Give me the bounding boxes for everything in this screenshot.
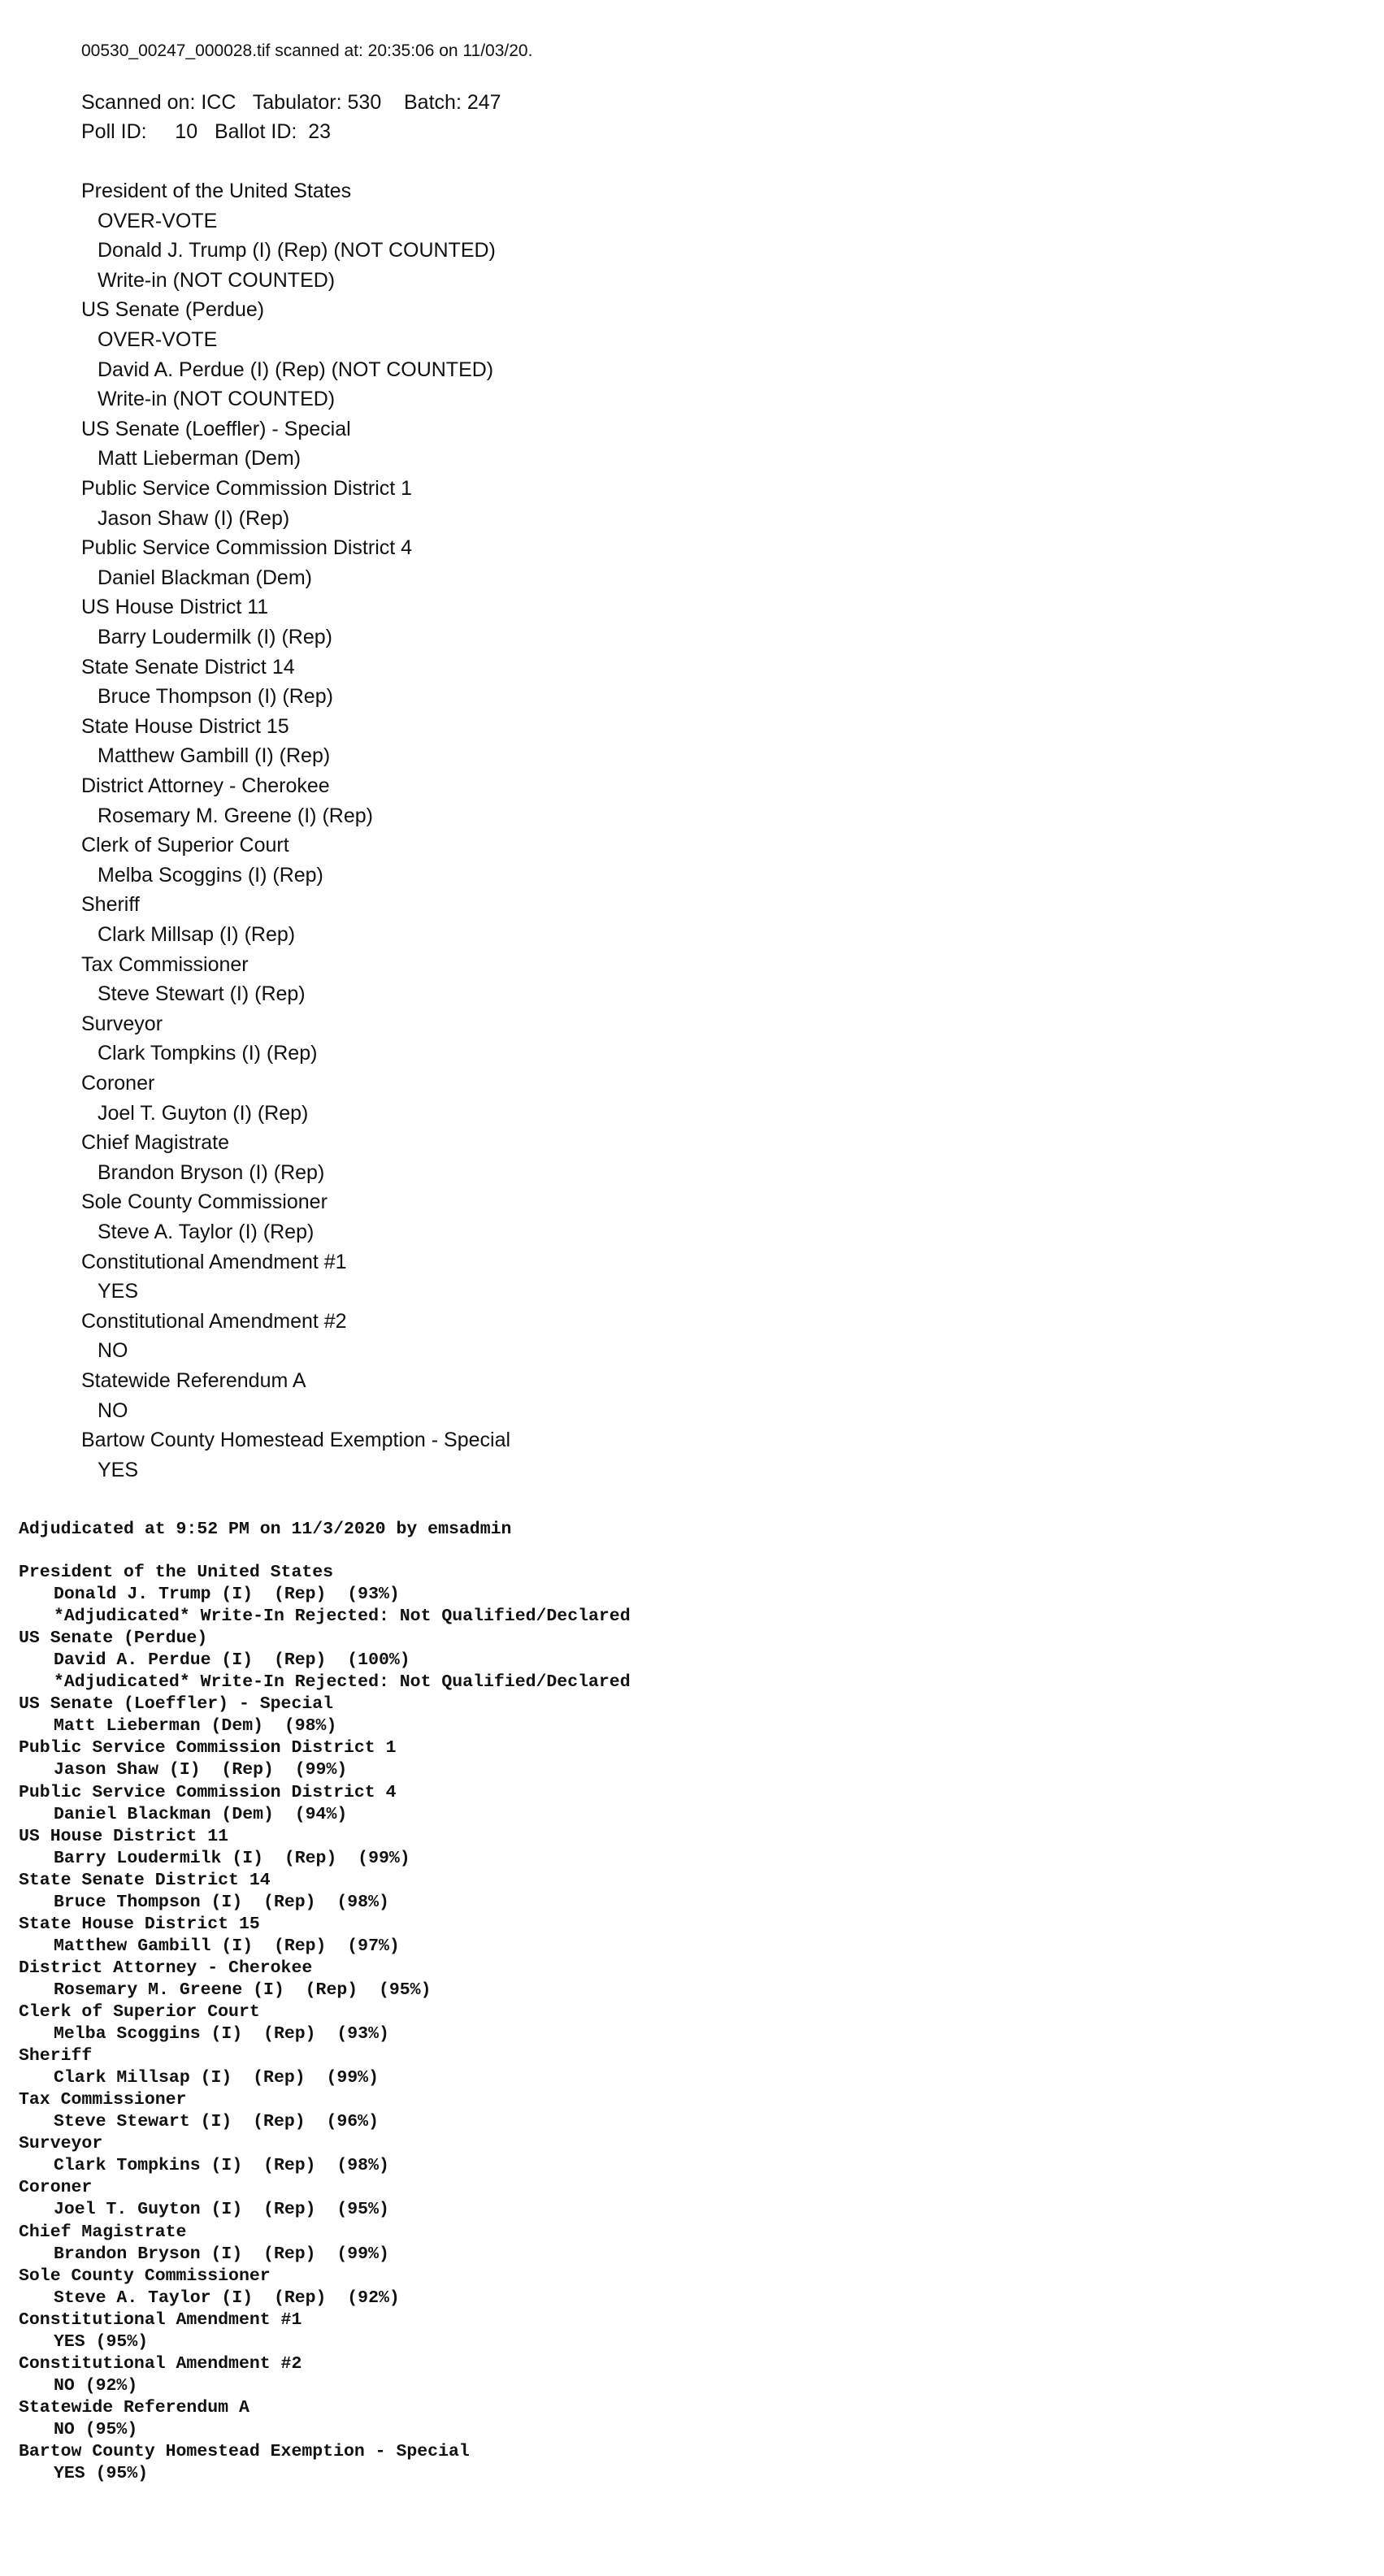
adjudicated-choice-line: *Adjudicated* Write-In Rejected: Not Qualified/Declared bbox=[54, 1672, 631, 1693]
ballot-contest-line: Public Service Commission District 4 bbox=[81, 536, 413, 560]
ballot-contest-line: District Attorney - Cherokee bbox=[81, 774, 330, 797]
adjudicated-contest-line: Chief Magistrate bbox=[19, 2222, 187, 2242]
adjudicated-choice-line: Jason Shaw (I) (Rep) (99%) bbox=[54, 1760, 348, 1780]
ballot-choice-line: Joel T. Guyton (I) (Rep) bbox=[98, 1101, 309, 1125]
ballot-contest-line: Constitutional Amendment #1 bbox=[81, 1250, 347, 1273]
adjudicated-contest-line: State House District 15 bbox=[19, 1914, 260, 1934]
ballot-choice-line: Write-in (NOT COUNTED) bbox=[98, 388, 336, 411]
adjudicated-choice-line: Matthew Gambill (I) (Rep) (97%) bbox=[54, 1936, 400, 1956]
adjudicated-contest-line: US Senate (Loeffler) - Special bbox=[19, 1694, 334, 1715]
adjudicated-choice-line: Daniel Blackman (Dem) (94%) bbox=[54, 1804, 348, 1824]
adjudicated-contest-line: Coroner bbox=[19, 2178, 93, 2198]
adjudicated-choice-line: NO (95%) bbox=[54, 2419, 138, 2439]
ballot-choice-line: OVER-VOTE bbox=[98, 328, 218, 351]
adjudicated-choice-line: NO (92%) bbox=[54, 2375, 138, 2396]
adjudicated-contest-line: US House District 11 bbox=[19, 1826, 229, 1846]
ballot-contest-line: US House District 11 bbox=[81, 596, 269, 619]
adjudicated-contest-line: Surveyor bbox=[19, 2134, 103, 2154]
ballot-contest-line: Public Service Commission District 1 bbox=[81, 477, 413, 500]
adjudicated-choice-line: Steve A. Taylor (I) (Rep) (92%) bbox=[54, 2288, 400, 2308]
ballot-contest-line: Statewide Referendum A bbox=[81, 1369, 306, 1392]
adjudicated-choice-line: YES (95%) bbox=[54, 2331, 149, 2352]
ballot-choice-line: Write-in (NOT COUNTED) bbox=[98, 268, 336, 292]
adjudicated-choice-line: *Adjudicated* Write-In Rejected: Not Qualified/Declared bbox=[54, 1607, 631, 1627]
ballot-contest-line: Tax Commissioner bbox=[81, 952, 249, 976]
ballot-choice-line: Jason Shaw (I) (Rep) bbox=[98, 506, 290, 530]
ballot-contest-line: US Senate (Perdue) bbox=[81, 298, 265, 322]
adjudicated-contest-line: Sheriff bbox=[19, 2046, 93, 2066]
poll-ballot-line: Poll ID: 10 Ballot ID: 23 bbox=[81, 120, 332, 143]
ballot-contest-line: Surveyor bbox=[81, 1012, 163, 1035]
adjudicated-contest-line: Public Service Commission District 4 bbox=[19, 1782, 397, 1802]
ballot-contest-line: US Senate (Loeffler) - Special bbox=[81, 417, 351, 440]
adjudicated-choice-line: David A. Perdue (I) (Rep) (100%) bbox=[54, 1650, 410, 1671]
ballot-choice-line: NO bbox=[98, 1339, 128, 1363]
ballot-choice-line: YES bbox=[98, 1458, 139, 1481]
ballot-contest-line: Chief Magistrate bbox=[81, 1131, 230, 1155]
ballot-choice-line: Daniel Blackman (Dem) bbox=[98, 566, 312, 589]
adjudicated-contest-line: Constitutional Amendment #2 bbox=[19, 2353, 302, 2374]
adjudicated-choice-line: Matt Lieberman (Dem) (98%) bbox=[54, 1716, 337, 1737]
adjudicated-choice-line: Joel T. Guyton (I) (Rep) (95%) bbox=[54, 2200, 389, 2220]
ballot-contest-line: Coroner bbox=[81, 1072, 155, 1095]
ballot-contest-line: President of the United States bbox=[81, 180, 352, 202]
adjudicated-choice-line: Steve Stewart (I) (Rep) (96%) bbox=[54, 2112, 379, 2132]
ballot-choice-line: Bruce Thompson (I) (Rep) bbox=[98, 685, 333, 709]
ballot-choice-line: YES bbox=[98, 1280, 139, 1303]
ballot-choice-line: NO bbox=[98, 1399, 128, 1422]
adjudicated-contest-line: Constitutional Amendment #1 bbox=[19, 2309, 302, 2330]
ballot-contest-line: State Senate District 14 bbox=[81, 655, 295, 679]
ballot-contest-line: Constitutional Amendment #2 bbox=[81, 1309, 347, 1333]
ballot-choice-line: Matt Lieberman (Dem) bbox=[98, 447, 302, 471]
adjudicated-choice-line: Melba Scoggins (I) (Rep) (93%) bbox=[54, 2024, 389, 2045]
ballot-choice-line: Rosemary M. Greene (I) (Rep) bbox=[98, 804, 373, 827]
ballot-choice-line: Donald J. Trump (I) (Rep) (NOT COUNTED) bbox=[98, 239, 496, 262]
adjudicated-contest-line: State Senate District 14 bbox=[19, 1870, 271, 1890]
adjudicated-contest-line: Bartow County Homestead Exemption - Special bbox=[19, 2442, 470, 2461]
adjudicated-choice-line: Donald J. Trump (I) (Rep) (93%) bbox=[54, 1585, 400, 1604]
adjudicated-contest-line: US Senate (Perdue) bbox=[19, 1628, 208, 1649]
ballot-choice-line: Brandon Bryson (I) (Rep) bbox=[98, 1160, 325, 1184]
ballot-choice-line: OVER-VOTE bbox=[98, 209, 218, 232]
scan-file-line: 00530_00247_000028.tif scanned at: 20:35:06 on 11/03/20. bbox=[81, 41, 533, 60]
adjudicated-contest-line: President of the United States bbox=[19, 1563, 334, 1582]
adjudicated-choice-line: YES (95%) bbox=[54, 2464, 149, 2484]
ballot-choice-line: Steve A. Taylor (I) (Rep) bbox=[98, 1221, 315, 1243]
adjudicated-choice-line: Rosemary M. Greene (I) (Rep) (95%) bbox=[54, 1980, 432, 2000]
adjudication-header: Adjudicated at 9:52 PM on 11/3/2020 by emsadmin bbox=[19, 1520, 512, 1539]
adjudicated-choice-line: Clark Tompkins (I) (Rep) (98%) bbox=[54, 2156, 389, 2176]
adjudicated-contest-line: Sole County Commissioner bbox=[19, 2266, 271, 2286]
ballot-contest-line: State House District 15 bbox=[81, 714, 289, 738]
adjudicated-choice-line: Brandon Bryson (I) (Rep) (99%) bbox=[54, 2244, 389, 2264]
ballot-choice-line: Barry Loudermilk (I) (Rep) bbox=[98, 626, 332, 648]
adjudicated-contest-line: Statewide Referendum A bbox=[19, 2397, 249, 2418]
scanned-on-line: Scanned on: ICC Tabulator: 530 Batch: 247 bbox=[81, 91, 501, 114]
ballot-choice-line: Matthew Gambill (I) (Rep) bbox=[98, 744, 331, 768]
adjudicated-choice-line: Bruce Thompson (I) (Rep) (98%) bbox=[54, 1892, 389, 1912]
ballot-choice-line: Steve Stewart (I) (Rep) bbox=[98, 982, 306, 1006]
ballot-choice-line: Clark Millsap (I) (Rep) bbox=[98, 923, 296, 946]
ballot-choice-line: Clark Tompkins (I) (Rep) bbox=[98, 1042, 318, 1065]
ballot-contest-line: Bartow County Homestead Exemption - Special bbox=[81, 1429, 511, 1452]
adjudicated-contest-line: District Attorney - Cherokee bbox=[19, 1958, 313, 1978]
ballot-choice-line: David A. Perdue (I) (Rep) (NOT COUNTED) bbox=[98, 358, 494, 381]
ballot-choice-line: Melba Scoggins (I) (Rep) bbox=[98, 863, 323, 887]
ballot-contest-line: Sole County Commissioner bbox=[81, 1190, 328, 1214]
adjudicated-contest-line: Tax Commissioner bbox=[19, 2090, 187, 2110]
adjudicated-contest-line: Clerk of Superior Court bbox=[19, 2002, 260, 2022]
adjudicated-choice-line: Clark Millsap (I) (Rep) (99%) bbox=[54, 2068, 379, 2088]
adjudicated-choice-line: Barry Loudermilk (I) (Rep) (99%) bbox=[54, 1848, 410, 1868]
ballot-contest-line: Sheriff bbox=[81, 893, 140, 917]
adjudicated-contest-line: Public Service Commission District 1 bbox=[19, 1738, 397, 1759]
ballot-contest-line: Clerk of Superior Court bbox=[81, 834, 289, 857]
